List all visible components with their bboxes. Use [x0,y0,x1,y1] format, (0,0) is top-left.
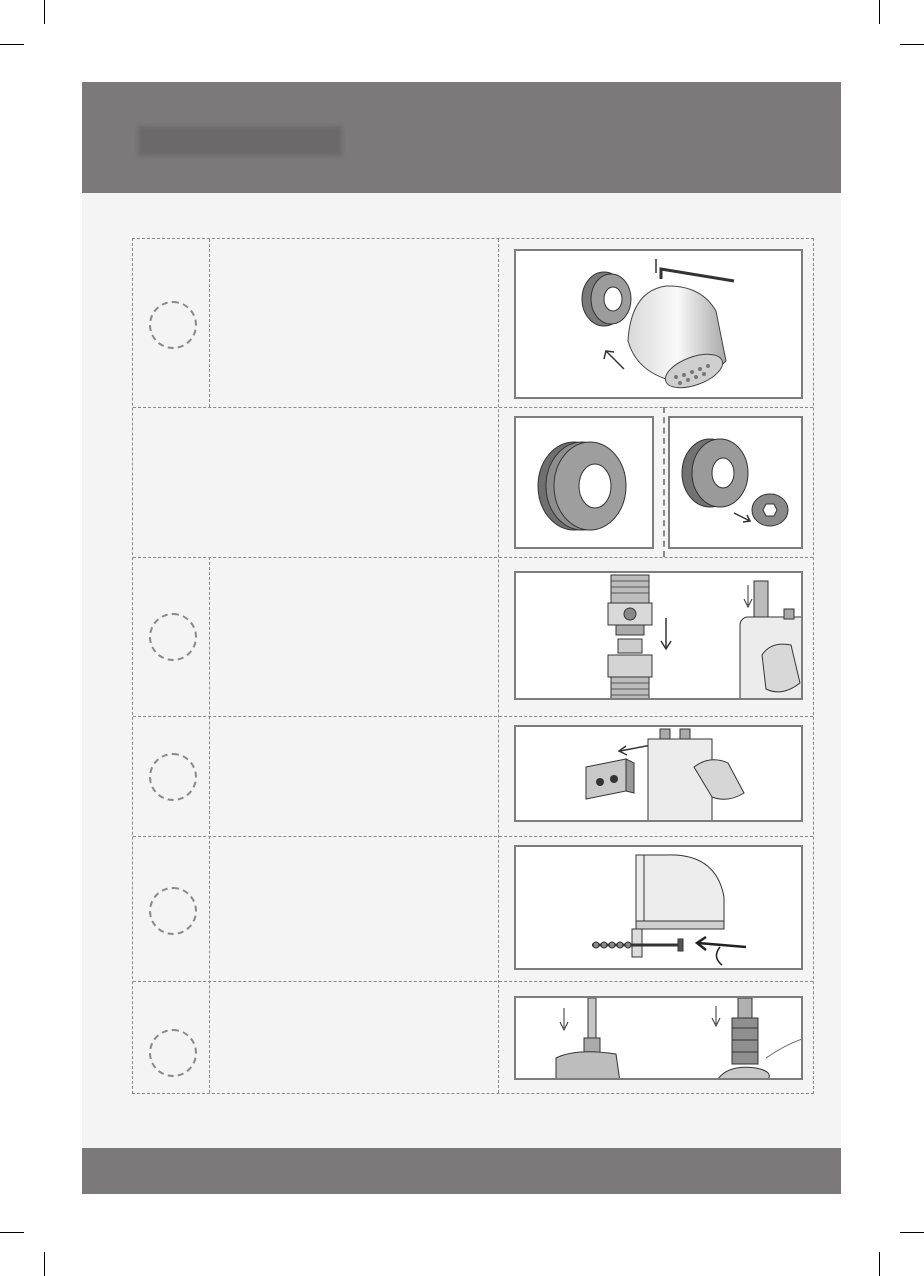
step-number-circle [149,887,197,935]
arrow-icon [734,513,750,522]
figure-grommet-large [514,416,654,549]
figure-pipe-connector [514,571,803,700]
page-header [82,82,841,193]
row-divider [133,716,813,717]
figure-bracket-screw [514,845,803,970]
step-number-circle [149,1029,197,1077]
heater-unit-icon [740,581,803,700]
image-column-divider [498,239,499,1093]
instruction-grid [132,238,814,1094]
arrow-icon [604,351,624,369]
figure-shower-head [514,249,803,399]
heater-unit-icon [648,729,744,822]
pipe-right-icon [712,998,803,1080]
figure-pipe-connection [514,996,803,1080]
hex-key-icon [656,259,734,281]
crop-mark [900,44,924,45]
crop-mark [879,0,880,24]
figure-grommet-insert [668,416,803,549]
step-number-circle [149,613,197,661]
crop-mark [44,0,45,24]
image-split-divider [663,407,665,557]
connector-top-icon [608,575,652,635]
grommet-icon [682,439,748,507]
page-footer [82,1148,841,1194]
row-divider [133,557,813,558]
arrow-icon [661,618,671,649]
step-number-circle [149,301,197,349]
grommet-icon [538,442,626,530]
crop-mark [0,44,24,45]
header-title [138,126,342,156]
pipe-left-icon [556,998,620,1080]
grommet-icon [582,272,631,326]
row-divider [133,981,813,982]
connector-bottom-icon [608,639,652,700]
manual-page [82,82,841,1194]
insert-ring-icon [752,494,788,526]
step-number-circle [149,753,197,801]
shower-head-icon [628,286,727,394]
row-divider [133,407,813,408]
crop-mark [879,1252,880,1276]
rotate-arrow-icon [697,937,746,965]
figure-wall-bracket [514,725,803,822]
crop-mark [900,1232,924,1233]
number-column-divider [209,239,210,407]
bracket-plate-icon [586,759,634,799]
row-divider [133,836,813,837]
crop-mark [44,1252,45,1276]
number-column-divider [209,557,210,1093]
crop-mark [0,1232,24,1233]
